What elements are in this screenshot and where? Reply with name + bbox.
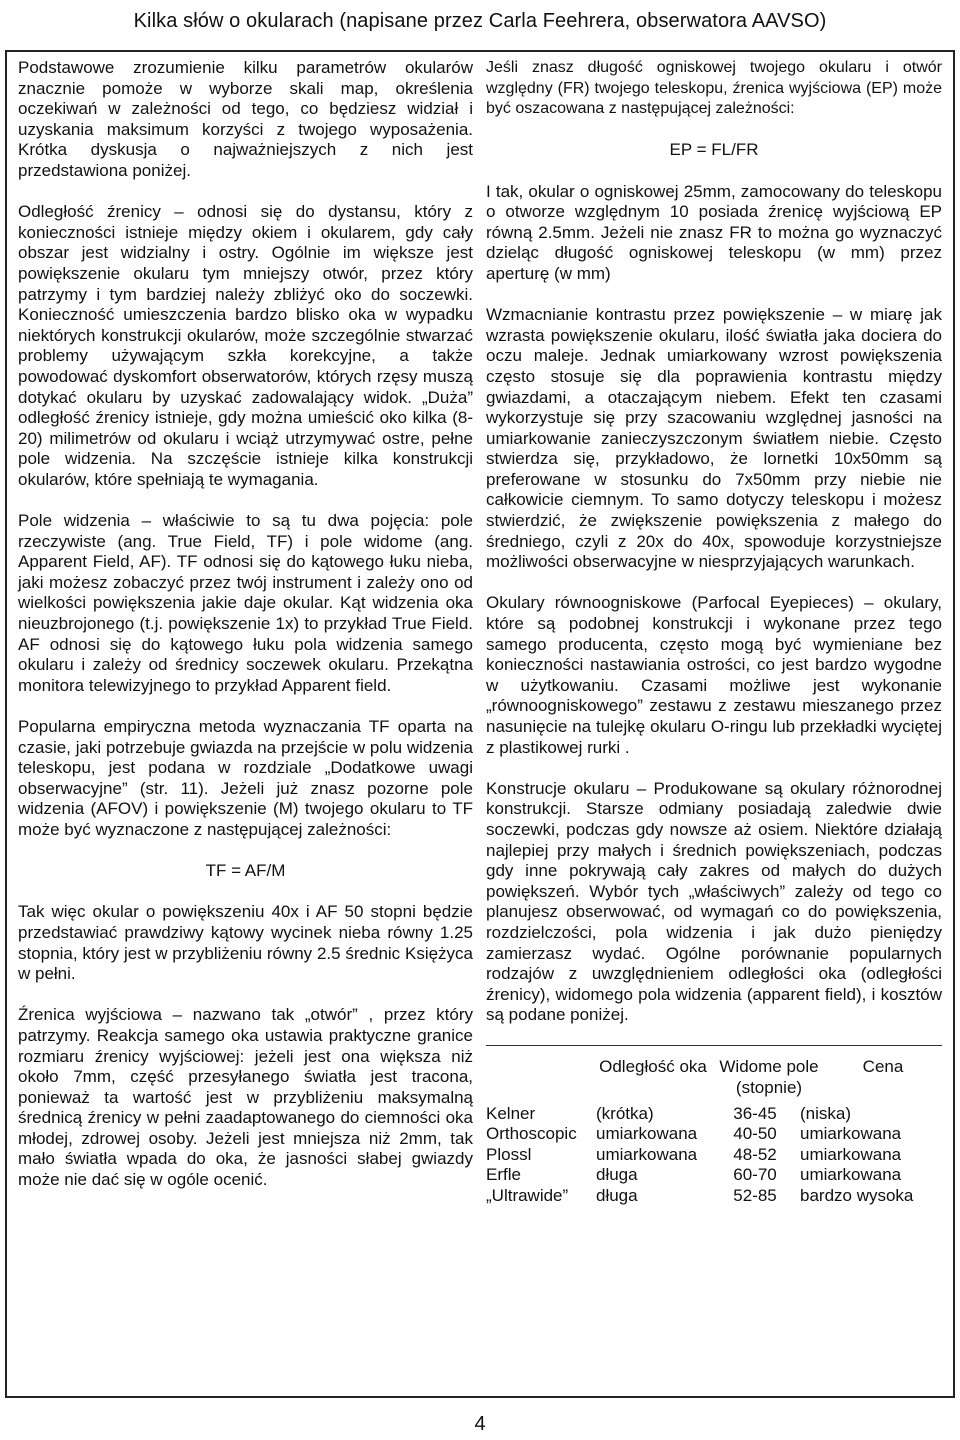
header-cost: Cena (862, 1056, 904, 1076)
table-row (486, 1124, 942, 1145)
header-eye-relief: Odległość oka (599, 1056, 707, 1076)
fov-value: 52-85 (733, 1185, 777, 1205)
right-column (486, 58, 942, 1206)
tf-method-paragraph: Popularna empiryczna metoda wyznaczania TF oparta na czasie, jaki potrzebuje gwiazda na przejście w polu widzenia teleskopu, jest podana w rozdziale „Dodatkowe uwagi obserwacyjne” (str. 11). Jeżeli już znasz pozorne pole widzenia (AFOV) i powiększenie (M) twojego okularu to TF może być wyznaczone z następującej zależności: (18, 717, 473, 839)
eye-relief-paragraph: Odległość źrenicy – odnosi się do dystansu, który z konieczności istnieje między okiem i okularem, gdy cały obszar jest widzialny i ostry. Ogólnie im większe jest powiększenie okularu tym mniejszy otwór, przez który patrzymy i tym bardziej należy zbliżyć oko do soczewki. Konieczność umieszczenia bardzo blisko oka w wypadku niektórych konstrukcji okularów, może szczególnie stwarzać problemy używającym szkła korekcyjne, a także powodować dyskomfort obserwatorów, których rzęsy muszą dotykać okularu by uzyskać zadowalający widok. „Duża” odległość źrenicy istnieje, gdy można umieścić oko kilka (8-20) milimetrów od okularu i wciąż utrzymywać ostre, pełne pole widzenia. Na szczęście istnieje kilka konstrukcji okularów, które spełniają te wymagania. (18, 202, 473, 489)
eye-relief-value: umiarkowana (596, 1124, 698, 1144)
eye-relief-value: długa (596, 1165, 638, 1185)
header-name-cell (486, 1056, 596, 1098)
header-apparent-fov: Widome pole (stopnie) (719, 1056, 819, 1097)
fov-value: 48-52 (733, 1144, 777, 1164)
table-row (486, 1186, 942, 1207)
cost-value: umiarkowana (800, 1144, 902, 1164)
ep-example-paragraph: I tak, okular o ogniskowej 25mm, zamocowany do teleskopu o otworze względnym 10 posiada źrenicę wyjściową EP równą 2.5mm. Jeżeli nie znasz FR to można go wyznaczyć dzieląc długość ogniskowej teleskopu (w mm) przez aperturę (w mm) (486, 181, 942, 283)
cost-value: bardzo wysoka (800, 1185, 914, 1205)
left-column (18, 58, 473, 1191)
fov-value: 60-70 (733, 1165, 777, 1185)
eye-relief-value: długa (596, 1185, 638, 1205)
eyepiece-name: Plossl (486, 1144, 532, 1164)
eyepiece-table (486, 1045, 942, 1207)
tf-formula: TF = AF/M (205, 861, 286, 881)
table-row (486, 1165, 942, 1186)
constructions-paragraph: Konstrucje okularu – Produkowane są okulary różnorodnej konstrukcji. Starsze odmiany posiadają zaledwie dwie soczewki, podczas gdy nowsze aż osiem. Niektóre działają najlepiej przy małych i średnich powiększeniach, podczas gdy inne pokrywają cały zakres od małych do dużych powiększeń. Wybór tych „właściwych” zależy od tego co planujesz obserwować, od wymagań co do powiększenia, rozdzielczości, pola widzenia i jak dużo pieniędzy zamierzasz wydać. Ogólne porównanie popularnych rodzajów z uwzględnieniem odległości oka (odległości źrenicy), widomego pola widzenia (apparent field), i kosztów są podane poniżej. (486, 778, 942, 1025)
eyepiece-name: „Ultrawide” (486, 1185, 569, 1205)
exit-pupil-paragraph: Źrenica wyjściowa – nazwano tak „otwór” , przez który patrzymy. Reakcja samego oka ustawia praktyczne granice rozmiaru źrenicy wyjściowej: jeżeli jest ona większa niż około 7mm, część przesyłanego światła jest tracona, ponieważ ta wartość jest w przybliżeniu maksymalną średnicą źrenicy w pełni zaadaptowanego do ciemności oka młodej, zdrowej osoby. Jeżeli jest mniejsza niż 2mm, tak mało światła wpada do oka, że jasności słabej gwiazdy może nie dać się w ogóle ocenić. (18, 1005, 473, 1190)
eyepiece-name: Orthoscopic (486, 1124, 577, 1144)
contrast-paragraph: Wzmacnianie kontrastu przez powiększenie – w miarę jak wzrasta powiększenie okularu, ilość światła jaka dociera do oczu maleje. Jednak umiarkowany wzrost powiększenia często stosuje się dla poprawienia kontrastu między gwiazdami, a otaczającym niebem. Efekt ten czasami wykorzystuje się przy szacowaniu względnej jasności na umiarkowanie zanieczyszczonym światłem niebie. Często stwierdza się, przykładowo, że lornetki 10x50mm są preferowane w stosunku do 7x50mm przy niebie nie całkowicie ciemnym. To samo dotyczy teleskopu i możesz stwierdzić, że zwiększenie powiększenia z małego do średniego, czyli z 20x do 40x, spowoduje korzystniejsze możliwości obserwacyjne w niesprzyjających warunkach. (486, 305, 942, 572)
eye-relief-value: umiarkowana (596, 1144, 698, 1164)
intro-paragraph: Podstawowe zrozumienie kilku parametrów okularów znacznie pomoże w wyborze skali map, określenia oczekiwań w zależności od tego, co będziesz widział i uzyskania maksimum korzyści z twojego wyposażenia. Krótka dyskusja o najważniejszych z nich jest przedstawiona poniżej. (18, 58, 473, 180)
table-row (486, 1104, 942, 1125)
page-title: Kilka słów o okularach (napisane przez Carla Feehrera, obserwatora AAVSO) (133, 10, 827, 32)
page-number: 4 (474, 1413, 486, 1435)
fov-value: 40-50 (733, 1124, 777, 1144)
field-of-view-paragraph: Pole widzenia – właściwie to są tu dwa pojęcia: pole rzeczywiste (ang. True Field, TF) i pole widome (ang. Apparent Field, AF). TF odnosi się do kątowego łuku nieba, jaki możesz zobaczyć przez twój instrument i zależy ono od wielkości powiększenia jakie daje okular. Kąt widzenia oka nieuzbrojonego (t.j. powiększenie 1x) to przykład True Field. AF odnosi się do kątowego łuku pola widzenia samego okularu i zależy od średnicy soczewek okularu. Przekątna monitora telewizyjnego to przykład Apparent field. (18, 511, 473, 695)
cost-value: umiarkowana (800, 1124, 902, 1144)
fov-value: 36-45 (733, 1103, 777, 1123)
tf-example-paragraph: Tak więc okular o powiększeniu 40x i AF 50 stopni będzie przedstawiać prawdziwy kątowy wycinek nieba równy 1.25 stopnia, który jest w przybliżeniu równy 2.5 średnic Księżyca w pełni. (18, 902, 473, 984)
table-body (486, 1104, 942, 1207)
cost-value: umiarkowana (800, 1165, 902, 1185)
cost-value: (niska) (800, 1103, 852, 1123)
table-header (486, 1056, 942, 1098)
eye-relief-value: (krótka) (596, 1103, 654, 1123)
eyepiece-name: Kelner (486, 1103, 536, 1123)
table-row (486, 1145, 942, 1166)
ep-intro-paragraph: Jeśli znasz długość ogniskowej twojego okularu i otwór względny (FR) twojego teleskopu, źrenica wyjściowa (EP) może być oszacowana z następującej zależności: (486, 59, 942, 118)
eyepiece-name: Erfle (486, 1165, 521, 1185)
parfocal-paragraph: Okulary równoogniskowe (Parfocal Eyepieces) – okulary, które są podobnej konstrukcji i wykonane przez tego samego producenta, często mogą być wymieniane bez konieczności nastawiania ostrości, co jest bardzo wygodne w użytkowaniu. Czasami możliwe jest wykonanie „równoogniskowego” zestawu z zestawu mieszanego przez nasunięcie na tulejkę okularu O-ringu lub przekładki wyciętej z plastikowej rurki . (486, 593, 942, 757)
ep-formula: EP = FL/FR (669, 140, 759, 160)
